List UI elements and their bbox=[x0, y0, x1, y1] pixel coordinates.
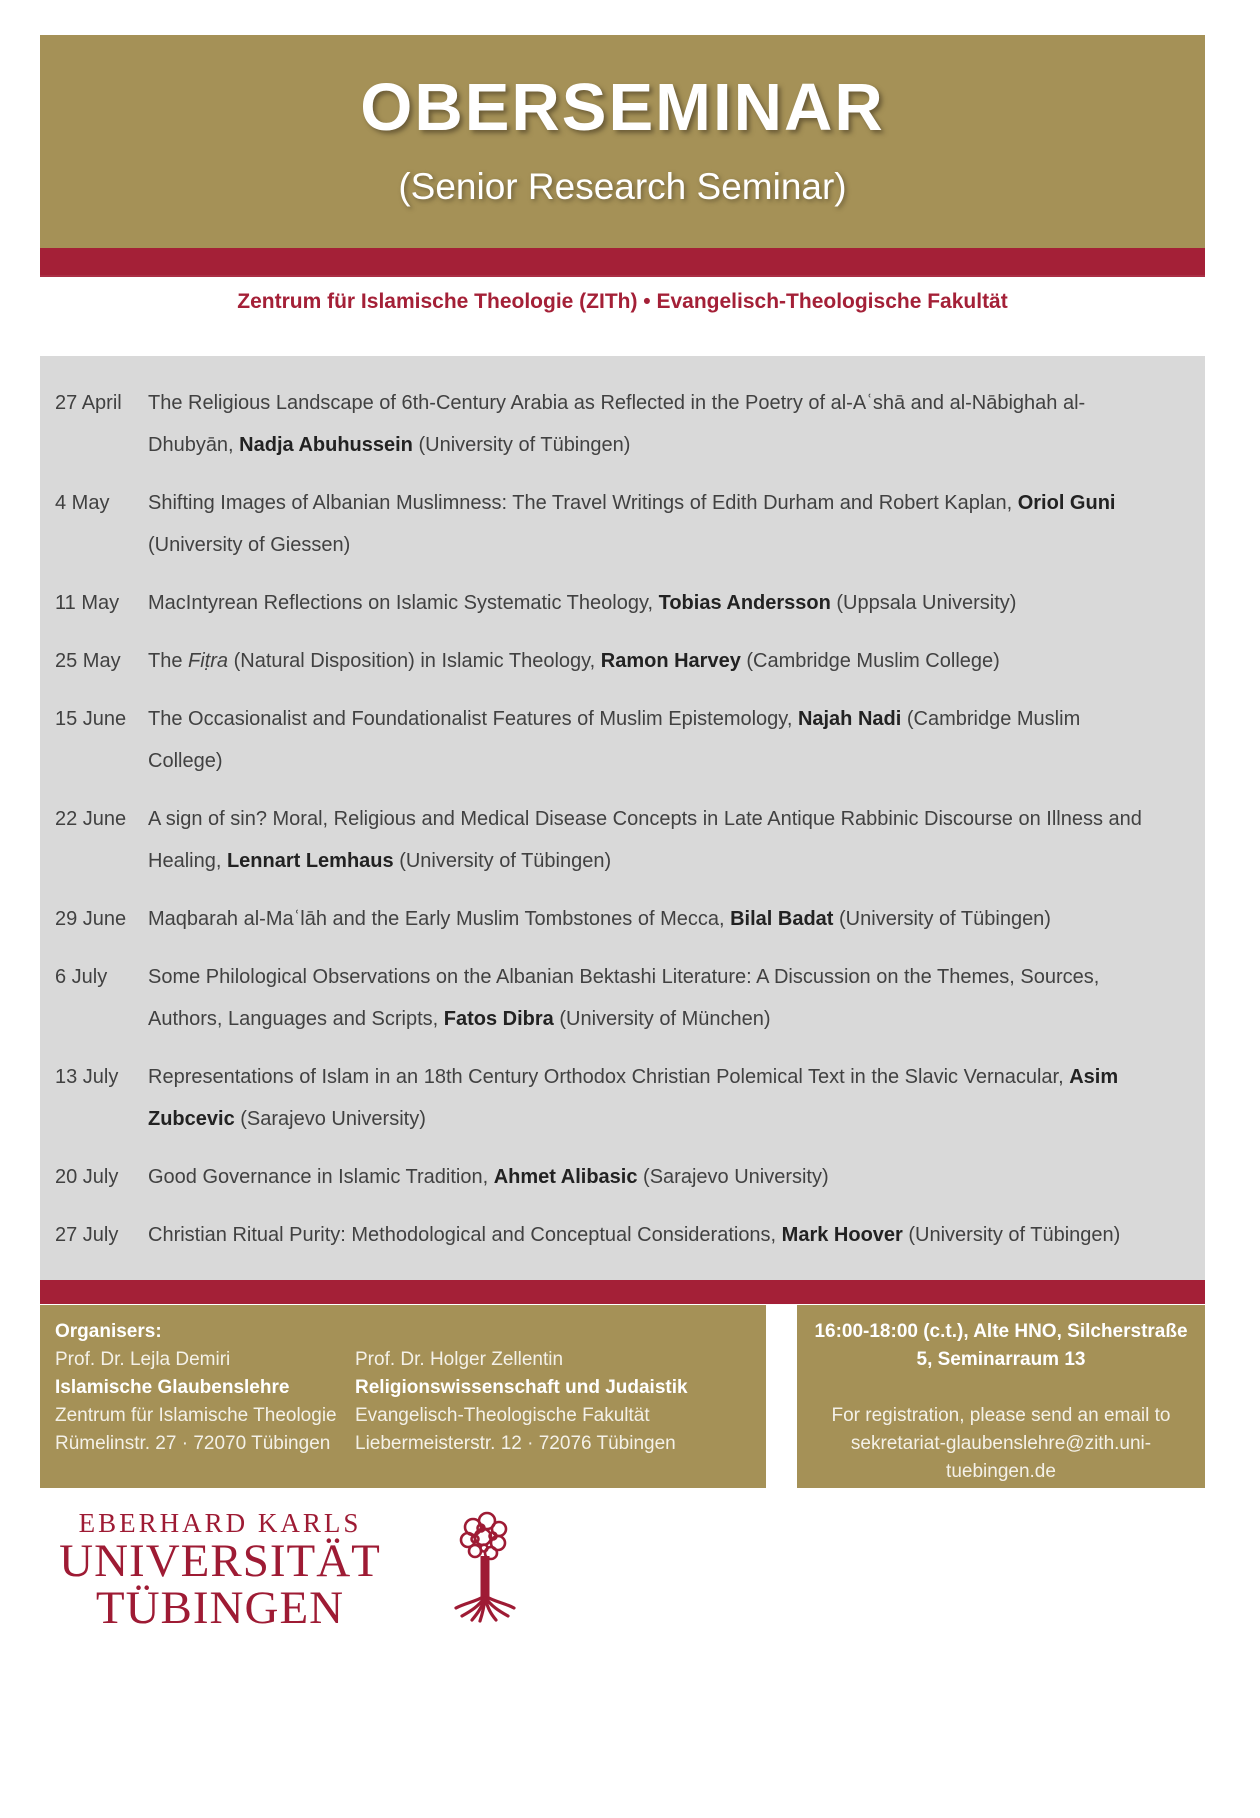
schedule-list bbox=[40, 356, 1205, 1280]
entry-date: 4 May bbox=[55, 492, 110, 514]
entry-date: 20 July bbox=[55, 1166, 119, 1188]
university-logo-text bbox=[55, 1508, 385, 1632]
entry-title: Shifting Images of Albanian Muslimness: The Travel Writings of Edith Durham and Robert Kaplan, Oriol Guni (University of Giessen) bbox=[148, 492, 1116, 556]
entry-title: The Religious Landscape of 6th-Century Arabia as Reflected in the Poetry of al-Aʿshā and al-Nābighah al-Dhubyān, Nadja Abuhussein (University of Tübingen) bbox=[148, 392, 1086, 456]
schedule-entry bbox=[55, 582, 1190, 624]
schedule-entry bbox=[55, 1214, 1190, 1256]
red-divider-bottom bbox=[40, 1280, 1205, 1304]
entry-title: A sign of sin? Moral, Religious and Medical Disease Concepts in Late Antique Rabbinic Discourse on Illness and Healing, Lennart Lemhaus (University of Tübingen) bbox=[148, 808, 1142, 872]
session-info-box bbox=[797, 1305, 1205, 1488]
logo-line-tuebingen: TÜBINGEN bbox=[95, 1582, 345, 1634]
organiser-2 bbox=[355, 1318, 715, 1488]
university-logo bbox=[55, 1508, 1205, 1633]
page-subtitle: (Senior Research Seminar) bbox=[398, 166, 847, 207]
registration-note: For registration, please send an email to sekretariat-glaubenslehre@zith.uni-tuebingen.de bbox=[831, 1405, 1171, 1482]
entry-title: The Fiṭra (Natural Disposition) in Islamic Theology, Ramon Harvey (Cambridge Muslim College) bbox=[148, 650, 1000, 672]
schedule-entry bbox=[55, 898, 1190, 940]
entry-title: Some Philological Observations on the Albanian Bektashi Literature: A Discussion on the Themes, Sources, Authors, Languages and Scripts, Fatos Dibra (University of München) bbox=[148, 966, 1100, 1030]
organiser-2-chair: Religionswissenschaft und Judaistik bbox=[355, 1377, 688, 1398]
organiser-1 bbox=[55, 1318, 355, 1488]
organiser-2-institution: Evangelisch-Theologische Fakultät bbox=[355, 1405, 650, 1426]
schedule-entry bbox=[55, 798, 1190, 882]
entry-date: 15 June bbox=[55, 708, 127, 730]
entry-title: Maqbarah al-Maʿlāh and the Early Muslim Tombstones of Mecca, Bilal Badat (University of Tübingen) bbox=[148, 908, 1051, 930]
logo-line-eberhard-karls: EBERHARD KARLS bbox=[78, 1508, 362, 1538]
entry-title: MacIntyrean Reflections on Islamic Systematic Theology, Tobias Andersson (Uppsala University) bbox=[148, 592, 1017, 614]
tuebingen-tree-logo-icon bbox=[453, 1510, 517, 1633]
schedule-entry bbox=[55, 1156, 1190, 1198]
footer bbox=[40, 1305, 1205, 1488]
organiser-1-address: Rümelinstr. 27 · 72070 Tübingen bbox=[55, 1433, 331, 1454]
schedule-entry bbox=[55, 698, 1190, 782]
schedule-entry bbox=[55, 482, 1190, 566]
page-title: OBERSEMINAR bbox=[360, 70, 885, 145]
poster-page bbox=[40, 35, 1205, 1633]
entry-title: The Occasionalist and Foundationalist Features of Muslim Epistemology, Najah Nadi (Cambridge Muslim College) bbox=[148, 708, 1081, 772]
department-line: Zentrum für Islamische Theologie (ZITh) • Evangelisch-Theologische Fakultät bbox=[237, 290, 1008, 313]
schedule-entry bbox=[55, 956, 1190, 1040]
header-banner bbox=[40, 35, 1205, 248]
footer-gap bbox=[766, 1305, 797, 1488]
session-time-location: 16:00-18:00 (c.t.), Alte HNO, Silcherstraße 5, Seminarraum 13 bbox=[814, 1321, 1188, 1370]
entry-date: 29 June bbox=[55, 908, 127, 930]
organiser-2-address: Liebermeisterstr. 12 · 72076 Tübingen bbox=[355, 1433, 676, 1454]
organiser-1-name: Prof. Dr. Lejla Demiri bbox=[55, 1349, 231, 1370]
schedule-entry bbox=[55, 382, 1190, 466]
entry-date: 22 June bbox=[55, 808, 127, 830]
entry-title: Representations of Islam in an 18th Century Orthodox Christian Polemical Text in the Slavic Vernacular, Asim Zubcevic (Sarajevo University) bbox=[148, 1066, 1119, 1130]
entry-date: 6 July bbox=[55, 966, 108, 988]
entry-date: 27 April bbox=[55, 392, 122, 414]
logo-line-universitaet: UNIVERSITÄT bbox=[59, 1535, 381, 1587]
schedule-entry bbox=[55, 1056, 1190, 1140]
organiser-2-name: Prof. Dr. Holger Zellentin bbox=[355, 1349, 564, 1370]
entry-date: 13 July bbox=[55, 1066, 119, 1088]
schedule-entry bbox=[55, 640, 1190, 682]
entry-date: 27 July bbox=[55, 1224, 119, 1246]
organisers-heading: Organisers: bbox=[55, 1321, 162, 1342]
entry-date: 11 May bbox=[55, 592, 120, 614]
entry-date: 25 May bbox=[55, 650, 121, 672]
organiser-1-chair: Islamische Glaubenslehre bbox=[55, 1377, 290, 1398]
organiser-1-institution: Zentrum für Islamische Theologie bbox=[55, 1405, 337, 1426]
entry-title: Good Governance in Islamic Tradition, Ahmet Alibasic (Sarajevo University) bbox=[148, 1166, 829, 1188]
entry-title: Christian Ritual Purity: Methodological and Conceptual Considerations, Mark Hoover (University of Tübingen) bbox=[148, 1224, 1121, 1246]
organisers-box bbox=[40, 1305, 766, 1488]
red-divider-top bbox=[40, 248, 1205, 277]
